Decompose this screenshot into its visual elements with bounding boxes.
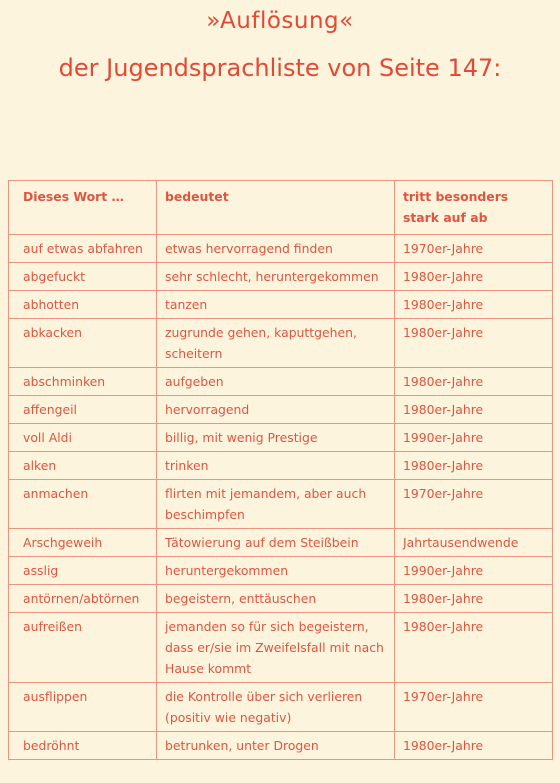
cell-word: abschminken <box>9 368 157 396</box>
table-row <box>9 557 553 585</box>
header-word: Dieses Wort … <box>9 181 157 235</box>
cell-word: affengeil <box>9 396 157 424</box>
cell-word: antörnen/abtörnen <box>9 585 157 613</box>
cell-era: 1980er-Jahre <box>395 585 553 613</box>
table-row <box>9 368 553 396</box>
cell-meaning: sehr schlecht, heruntergekommen <box>157 263 395 291</box>
table-body <box>9 235 553 760</box>
cell-era: 1980er-Jahre <box>395 263 553 291</box>
cell-era: 1980er-Jahre <box>395 613 553 683</box>
table-row <box>9 732 553 760</box>
table-row <box>9 585 553 613</box>
table-row <box>9 452 553 480</box>
cell-era: 1970er-Jahre <box>395 683 553 732</box>
table-row <box>9 424 553 452</box>
table-row <box>9 529 553 557</box>
table-row <box>9 683 553 732</box>
cell-meaning: Tätowierung auf dem Steißbein <box>157 529 395 557</box>
table-row <box>9 480 553 529</box>
cell-word: abgefuckt <box>9 263 157 291</box>
cell-era: 1980er-Jahre <box>395 452 553 480</box>
cell-word: abhotten <box>9 291 157 319</box>
cell-meaning: hervorragend <box>157 396 395 424</box>
cell-meaning: aufgeben <box>157 368 395 396</box>
cell-meaning: flirten mit jemandem, aber auch beschimpfen <box>157 480 395 529</box>
cell-era: 1970er-Jahre <box>395 480 553 529</box>
cell-era: 1970er-Jahre <box>395 235 553 263</box>
header-row <box>9 181 553 235</box>
cell-era: Jahrtausendwende <box>395 529 553 557</box>
cell-word: auf etwas abfahren <box>9 235 157 263</box>
cell-era: 1990er-Jahre <box>395 557 553 585</box>
cell-meaning: etwas hervorragend finden <box>157 235 395 263</box>
table-row <box>9 291 553 319</box>
table-row <box>9 263 553 291</box>
title-line-1: »Auflösung« <box>206 8 354 34</box>
title-line-2: der Jugendsprachliste von Seite 147: <box>58 54 502 82</box>
cell-word: aufreißen <box>9 613 157 683</box>
cell-era: 1980er-Jahre <box>395 291 553 319</box>
cell-meaning: die Kontrolle über sich verlieren (positiv wie negativ) <box>157 683 395 732</box>
table-row <box>9 396 553 424</box>
table-row <box>9 235 553 263</box>
cell-meaning: trinken <box>157 452 395 480</box>
header-meaning: bedeutet <box>157 181 395 235</box>
cell-word: anmachen <box>9 480 157 529</box>
cell-word: Arschgeweih <box>9 529 157 557</box>
cell-meaning: jemanden so für sich begeistern, dass er/sie im Zweifelsfall mit nach Hause kommt <box>157 613 395 683</box>
cell-word: bedröhnt <box>9 732 157 760</box>
cell-era: 1980er-Jahre <box>395 396 553 424</box>
cell-meaning: tanzen <box>157 291 395 319</box>
cell-era: 1990er-Jahre <box>395 424 553 452</box>
cell-era: 1980er-Jahre <box>395 368 553 396</box>
header-era: tritt besonders stark auf ab <box>395 181 553 235</box>
cell-word: ausflippen <box>9 683 157 732</box>
cell-meaning: betrunken, unter Drogen <box>157 732 395 760</box>
vocabulary-table <box>8 180 553 760</box>
cell-era: 1980er-Jahre <box>395 732 553 760</box>
cell-word: voll Aldi <box>9 424 157 452</box>
table-row <box>9 319 553 368</box>
cell-word: abkacken <box>9 319 157 368</box>
cell-meaning: zugrunde gehen, kaputtgehen, scheitern <box>157 319 395 368</box>
cell-meaning: heruntergekommen <box>157 557 395 585</box>
table-row <box>9 613 553 683</box>
cell-meaning: begeistern, enttäuschen <box>157 585 395 613</box>
cell-word: asslig <box>9 557 157 585</box>
table-header <box>9 181 553 235</box>
cell-word: alken <box>9 452 157 480</box>
cell-era: 1980er-Jahre <box>395 319 553 368</box>
cell-meaning: billig, mit wenig Prestige <box>157 424 395 452</box>
